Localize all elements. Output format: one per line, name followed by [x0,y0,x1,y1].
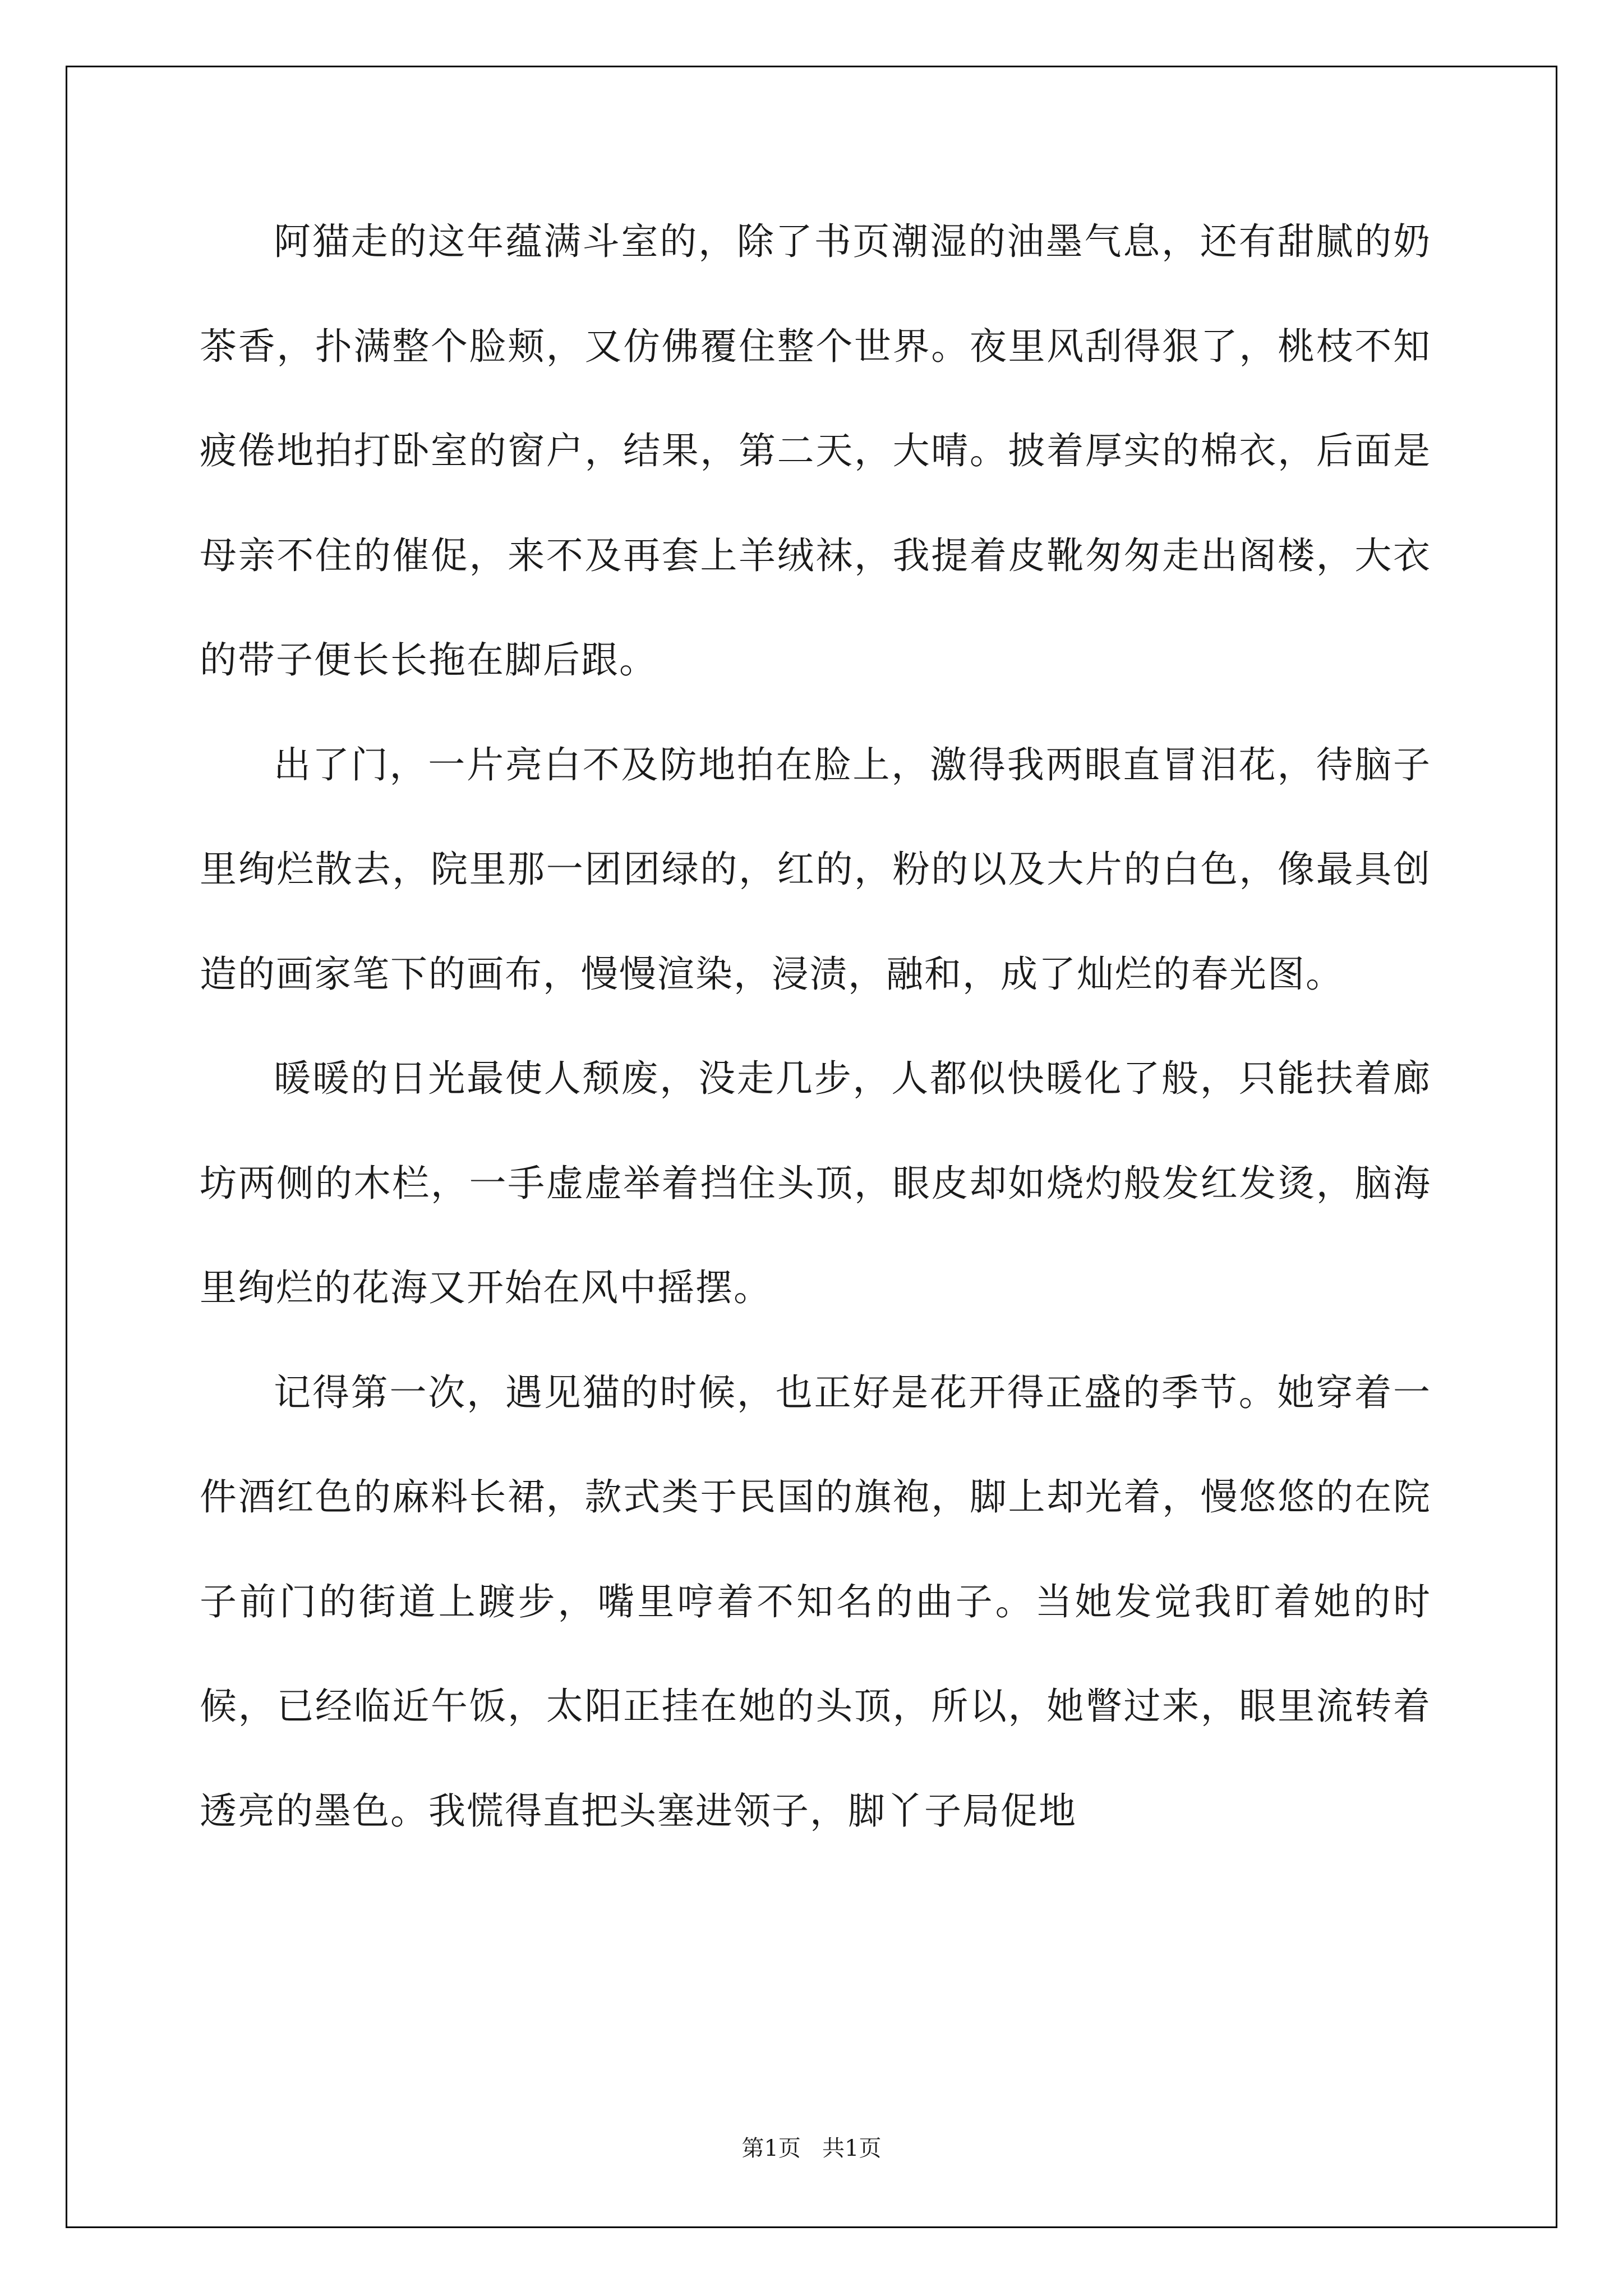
document-body [200,190,1431,1864]
page-footer: 第1页 共1页 [741,2136,882,2161]
paragraph-3: 暖暖的日光最使人颓废，没走几步，人都似快暖化了般，只能扶着廊坊两侧的木栏，一手虚虚举着挡住头顶，眼皮却如烧灼般发红发烫，脑海里绚烂的花海又开始在风中摇摆。 [200,1057,1431,1309]
paragraph-1: 阿猫走的这年蕴满斗室的，除了书页潮湿的油墨气息，还有甜腻的奶茶香，扑满整个脸颊，又仿佛覆住整个世界。夜里风刮得狠了，桃枝不知疲倦地拍打卧室的窗户，结果，第二天，大晴。披着厚实的棉衣，后面是母亲不住的催促，来不及再套上羊绒袜，我提着皮靴匆匆走出阁楼，大衣的带子便长长拖在脚后跟。 [200,220,1431,682]
paragraph-4: 记得第一次，遇见猫的时候，也正好是花开得正盛的季节。她穿着一件酒红色的麻料长裙，款式类于民国的旗袍，脚上却光着，慢悠悠的在院子前门的街道上踱步，嘴里哼着不知名的曲子。当她发觉我盯着她的时候，已经临近午饭，太阳正挂在她的头顶，所以，她瞥过来，眼里流转着透亮的墨色。我慌得直把头塞进领子，脚丫子局促地 [200,1370,1431,1833]
paragraph-2: 出了门，一片亮白不及防地拍在脸上，激得我两眼直冒泪花，待脑子里绚烂散去，院里那一团团绿的，红的，粉的以及大片的白色，像最具创造的画家笔下的画布，慢慢渲染，浸渍，融和，成了灿烂的春光图。 [200,743,1431,996]
